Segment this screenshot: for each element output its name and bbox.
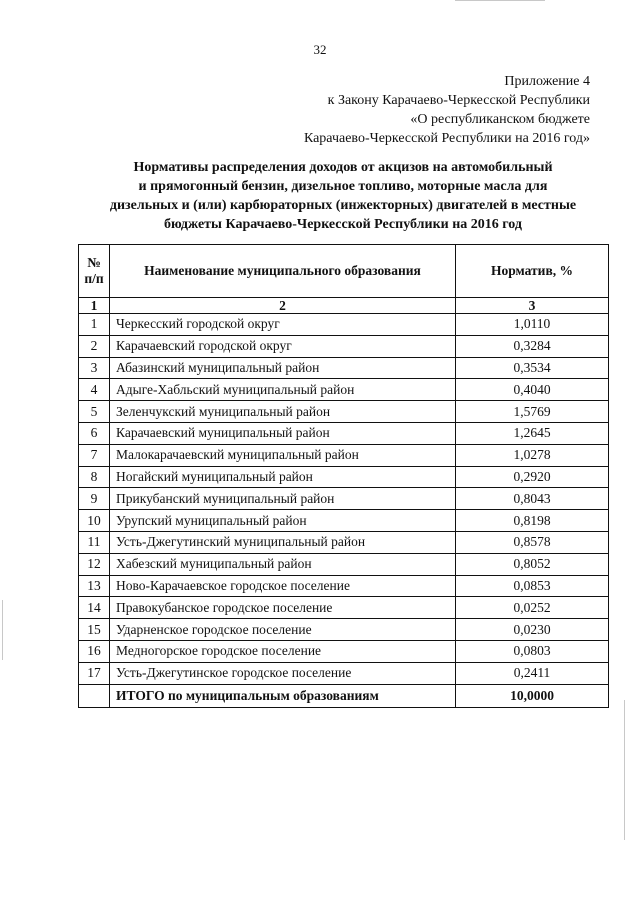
header-number-abbr: п/п (84, 271, 104, 286)
row-name: Урупский муниципальный район (110, 510, 456, 532)
row-number: 8 (79, 466, 110, 488)
row-value: 1,0110 (456, 314, 609, 336)
row-name: Ударненское городское поселение (110, 619, 456, 641)
scan-mark-right (624, 700, 625, 840)
row-name: Ногайский муниципальный район (110, 466, 456, 488)
table-row (79, 314, 609, 336)
scan-mark-left (2, 600, 3, 660)
row-name: Усть-Джегутинское городское поселение (110, 662, 456, 684)
row-number: 1 (79, 314, 110, 336)
total-label: ИТОГО по муниципальным образованиям (110, 684, 456, 707)
total-value: 10,0000 (456, 684, 609, 707)
row-name: Медногорское городское поселение (110, 640, 456, 662)
row-value: 0,0803 (456, 640, 609, 662)
row-value: 1,5769 (456, 401, 609, 423)
table-header-row (79, 245, 609, 298)
row-name: Хабезский муниципальный район (110, 553, 456, 575)
table-row (79, 619, 609, 641)
row-name: Зеленчукский муниципальный район (110, 401, 456, 423)
table-row (79, 466, 609, 488)
document-title (78, 158, 608, 234)
table-row (79, 379, 609, 401)
table-row (79, 575, 609, 597)
appendix-line-3: «О республиканском бюджете (410, 112, 590, 127)
row-name: Усть-Джегутинский муниципальный район (110, 531, 456, 553)
row-name: Ново-Карачаевское городское поселение (110, 575, 456, 597)
row-value: 0,8043 (456, 488, 609, 510)
table-row (79, 553, 609, 575)
appendix-header (304, 72, 590, 148)
row-value: 0,2411 (456, 662, 609, 684)
row-value: 0,0252 (456, 597, 609, 619)
row-number: 16 (79, 640, 110, 662)
row-name: Правокубанское городское поселение (110, 597, 456, 619)
row-name: Прикубанский муниципальный район (110, 488, 456, 510)
row-number: 10 (79, 510, 110, 532)
total-empty-cell (79, 684, 110, 707)
header-value: Норматив, % (456, 245, 609, 298)
row-name: Карачаевский муниципальный район (110, 422, 456, 444)
header-number (79, 245, 110, 298)
row-value: 0,0230 (456, 619, 609, 641)
row-number: 4 (79, 379, 110, 401)
row-number: 17 (79, 662, 110, 684)
row-value: 0,2920 (456, 466, 609, 488)
appendix-line-1: Приложение 4 (504, 74, 590, 89)
table-row (79, 662, 609, 684)
row-value: 0,4040 (456, 379, 609, 401)
header-name: Наименование муниципального образования (110, 245, 456, 298)
appendix-line-4: Карачаево-Черкесской Республики на 2016 год» (303, 131, 590, 146)
row-number: 12 (79, 553, 110, 575)
row-value: 0,8052 (456, 553, 609, 575)
row-number: 7 (79, 444, 110, 466)
row-value: 1,2645 (456, 422, 609, 444)
row-value: 0,3534 (456, 357, 609, 379)
table-row (79, 510, 609, 532)
row-number: 9 (79, 488, 110, 510)
row-number: 14 (79, 597, 110, 619)
table-row (79, 422, 609, 444)
title-line-3: дизельных и (или) карбюраторных (инжекторных) двигателей в местные (109, 198, 577, 213)
norms-table (78, 244, 609, 708)
table-row (79, 357, 609, 379)
appendix-line-2: к Закону Карачаево-Черкесской Республики (327, 93, 590, 108)
title-line-1: Нормативы распределения доходов от акцизов на автомобильный (133, 160, 553, 175)
row-name: Черкесский городской округ (110, 314, 456, 336)
table-row (79, 640, 609, 662)
index-col-2: 2 (110, 298, 456, 314)
row-value: 0,8578 (456, 531, 609, 553)
index-col-1: 1 (79, 298, 110, 314)
row-number: 15 (79, 619, 110, 641)
table-body (79, 314, 609, 685)
row-number: 2 (79, 335, 110, 357)
header-number-symbol: № (87, 255, 101, 270)
row-value: 0,0853 (456, 575, 609, 597)
title-line-4: бюджеты Карачаево-Черкесской Республики на 2016 год (164, 217, 522, 232)
index-col-3: 3 (456, 298, 609, 314)
table-row (79, 444, 609, 466)
row-name: Абазинский муниципальный район (110, 357, 456, 379)
table-row (79, 335, 609, 357)
table-row (79, 488, 609, 510)
table-row (79, 401, 609, 423)
title-line-2: и прямогонный бензин, дизельное топливо, моторные масла для (138, 179, 548, 194)
row-number: 6 (79, 422, 110, 444)
row-number: 13 (79, 575, 110, 597)
row-number: 5 (79, 401, 110, 423)
table-row (79, 531, 609, 553)
row-value: 0,3284 (456, 335, 609, 357)
total-row (79, 684, 609, 707)
scan-mark-top (455, 0, 545, 1)
row-name: Адыге-Хабльский муниципальный район (110, 379, 456, 401)
table-row (79, 597, 609, 619)
row-value: 1,0278 (456, 444, 609, 466)
page-number: 32 (313, 42, 327, 57)
row-number: 3 (79, 357, 110, 379)
row-value: 0,8198 (456, 510, 609, 532)
table-index-row (79, 298, 609, 314)
row-name: Малокарачаевский муниципальный район (110, 444, 456, 466)
row-number: 11 (79, 531, 110, 553)
row-name: Карачаевский городской округ (110, 335, 456, 357)
